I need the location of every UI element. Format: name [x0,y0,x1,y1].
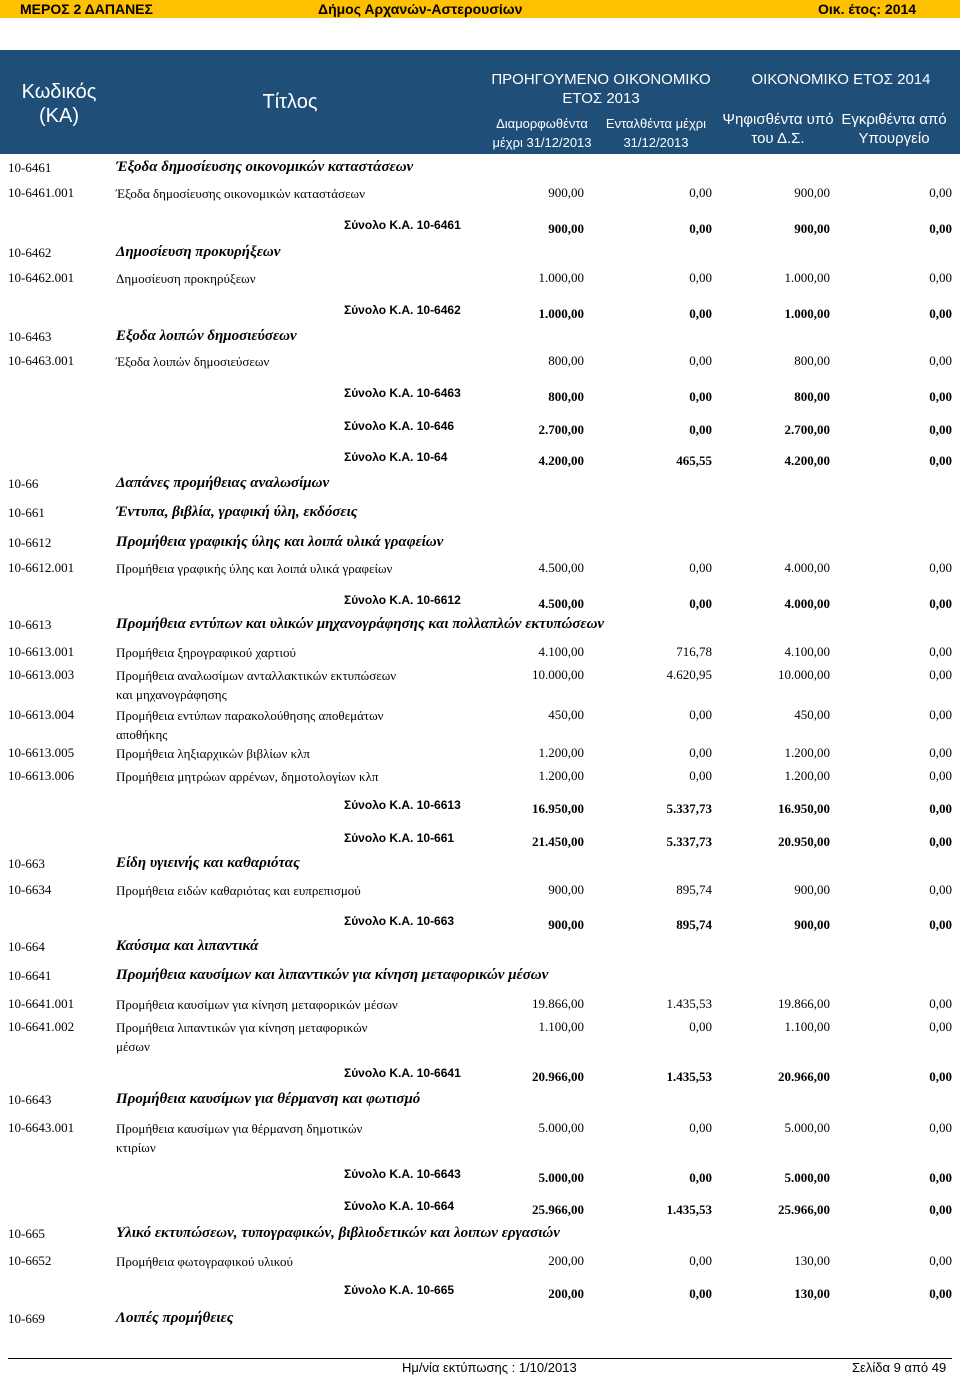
fiscal-year-label: Οικ. έτος: 2014 [818,1,917,17]
subtotal-value-col2: 0,00 [689,422,712,437]
item-title: Προμήθεια αναλωσίμων ανταλλακτικών εκτυπώσεων [116,668,397,683]
header-prev-year-line1: ΠΡΟΗΓΟΥΜΕΝΟ ΟΙΚΟΝΟΜΙΚΟ [491,71,711,88]
item-title: Δημοσίευση προκηρύξεων [116,271,256,286]
heading-title: Δαπάνες προμήθειας αναλωσίμων [116,475,330,491]
item-value-col4: 0,00 [929,560,952,575]
subtotal-value-col2: 0,00 [689,306,712,321]
item-code: 10-6613.006 [8,768,75,783]
item-value-col2: 0,00 [689,745,712,760]
subtotal-value-col4: 0,00 [929,453,952,468]
item-value-col3: 4.000,00 [784,560,830,575]
heading-title: Έξοδα δημοσίευσης οικονομικών καταστάσεων [116,159,414,175]
table-header [0,50,960,154]
item-value-col1: 19.866,00 [532,996,584,1011]
heading-code: 10-6643 [8,1092,52,1107]
item-title: Έξοδα δημοσίευσης οικονομικών καταστάσεων [116,186,365,201]
item-value-col1: 450,00 [548,707,584,722]
item-value-col2: 0,00 [689,185,712,200]
print-date: Ημ/νία εκτύπωσης : 1/10/2013 [402,1360,577,1375]
header-code-line2: (ΚΑ) [39,105,79,127]
subtotal-label: Σύνολο Κ.Α. 10-6641 [344,1066,461,1080]
subtotal-value-col1: 4.500,00 [538,596,584,611]
subtotal-label: Σύνολο Κ.Α. 10-64 [344,450,448,464]
subtotal-label: Σύνολο Κ.Α. 10-646 [344,419,455,433]
item-value-col4: 0,00 [929,1120,952,1135]
item-title: Προμήθεια μητρώων αρρένων, δημοτολογίων κλπ [116,769,379,784]
subtotal-label: Σύνολο Κ.Α. 10-6613 [344,798,461,812]
subtotal-value-col3: 2.700,00 [784,422,830,437]
subtotal-value-col4: 0,00 [929,834,952,849]
item-title: Προμήθεια καυσίμων για κίνηση μεταφορικών μέσων [116,997,398,1012]
subtotal-value-col2: 1.435,53 [666,1069,712,1084]
item-title: Προμήθεια εντύπων παρακολούθησης αποθεμάτων [116,708,384,723]
header-prev-year [476,70,726,108]
heading-title: Υλικό εκτυπώσεων, τυπογραφικών, βιβλιοδετικών και λοιπων εργασιών [116,1225,560,1241]
item-title-line2: αποθήκης [116,727,168,742]
item-code: 10-6613.005 [8,745,75,760]
subtotal-value-col2: 5.337,73 [666,801,712,816]
heading-title: Προμήθεια γραφικής ύλης και λοιπά υλικά γραφείων [116,534,444,550]
subtotal-value-col1: 900,00 [548,917,584,932]
subtotal-value-col2: 895,74 [676,917,712,932]
item-value-col3: 19.866,00 [778,996,830,1011]
subtotal-value-col2: 0,00 [689,1170,712,1185]
subtotal-value-col3: 20.950,00 [778,834,830,849]
item-code: 10-6461.001 [8,185,75,200]
header-approved-line1: Εγκριθέντα από [841,111,947,128]
header-ordered-line2: 31/12/2013 [623,135,689,150]
item-title: Προμήθεια ειδών καθαριότας και ευπρεπισμού [116,883,361,898]
section-label: ΜΕΡΟΣ 2 ΔΑΠΑΝΕΣ [20,1,153,17]
item-code: 10-6613.001 [8,644,75,659]
item-code: 10-6643.001 [8,1120,75,1135]
subtotal-value-col3: 900,00 [794,221,830,236]
subtotal-value-col1: 900,00 [548,221,584,236]
item-value-col2: 0,00 [689,353,712,368]
heading-code: 10-6462 [8,245,52,260]
item-value-col3: 450,00 [794,707,830,722]
heading-code: 10-66 [8,476,39,491]
item-title-line2: και μηχανογράφησης [116,687,227,702]
item-value-col3: 1.200,00 [784,768,830,783]
item-title: Προμήθεια λιπαντικών για κίνηση μεταφορικών [116,1020,368,1035]
subtotal-label: Σύνολο Κ.Α. 10-661 [344,831,455,845]
item-code: 10-6652 [8,1253,52,1268]
item-value-col3: 10.000,00 [778,667,830,682]
subtotal-label: Σύνολο Κ.Α. 10-6461 [344,218,461,232]
subtotal-value-col4: 0,00 [929,596,952,611]
item-code: 10-6613.004 [8,707,75,722]
subtotal-value-col2: 1.435,53 [666,1202,712,1217]
subtotal-value-col2: 465,55 [676,453,712,468]
item-value-col3: 130,00 [794,1253,830,1268]
header-formed-line2: μέχρι 31/12/2013 [492,135,592,150]
subtotal-value-col3: 800,00 [794,389,830,404]
item-value-col2: 716,78 [676,644,712,659]
item-title-line2: μέσων [116,1039,150,1054]
item-value-col3: 900,00 [794,185,830,200]
subtotal-value-col2: 0,00 [689,389,712,404]
item-title: Προμήθεια ληξιαρχικών βιβλίων κλπ [116,746,310,761]
subtotal-value-col3: 20.966,00 [778,1069,830,1084]
subtotal-value-col3: 1.000,00 [784,306,830,321]
header-title: Τίτλος [262,91,318,113]
subtotal-label: Σύνολο Κ.Α. 10-6612 [344,593,461,607]
item-value-col1: 1.000,00 [538,270,584,285]
item-title: Προμήθεια ξηρογραφικού χαρτιού [116,645,296,660]
item-value-col3: 5.000,00 [784,1120,830,1135]
item-title: Έξοδα λοιπών δημοσιεύσεων [116,354,270,369]
item-value-col4: 0,00 [929,1019,952,1034]
subtotal-value-col4: 0,00 [929,422,952,437]
item-value-col4: 0,00 [929,667,952,682]
subtotal-label: Σύνολο Κ.Α. 10-6462 [344,303,461,317]
heading-title: Εξοδα λοιπών δημοσιεύσεων [116,328,297,344]
heading-title: Προμήθεια εντύπων και υλικών μηχανογράφησης και πολλαπλών εκτυπώσεων [116,616,605,632]
item-value-col4: 0,00 [929,745,952,760]
item-value-col2: 0,00 [689,1019,712,1034]
subtotal-value-col1: 800,00 [548,389,584,404]
heading-code: 10-6612 [8,535,52,550]
item-value-col2: 0,00 [689,1253,712,1268]
page-number: Σελίδα 9 από 49 [852,1360,947,1375]
heading-code: 10-6461 [8,160,52,175]
item-value-col3: 800,00 [794,353,830,368]
subtotal-value-col1: 2.700,00 [538,422,584,437]
subtotal-value-col1: 1.000,00 [538,306,584,321]
subtotal-value-col1: 5.000,00 [538,1170,584,1185]
item-value-col1: 1.100,00 [538,1019,584,1034]
subtotal-value-col1: 25.966,00 [532,1202,584,1217]
subtotal-label: Σύνολο Κ.Α. 10-665 [344,1283,455,1297]
item-title: Προμήθεια φωτογραφικού υλικού [116,1254,293,1269]
subtotal-value-col4: 0,00 [929,1170,952,1185]
subtotal-value-col1: 16.950,00 [532,801,584,816]
header-approved-line2: Υπουργείο [858,130,930,147]
item-value-col3: 1.000,00 [784,270,830,285]
item-value-col1: 4.500,00 [538,560,584,575]
subtotal-value-col4: 0,00 [929,389,952,404]
item-title: Προμήθεια γραφικής ύλης και λοιπά υλικά γραφείων [116,561,393,576]
item-title-line2: κτιρίων [116,1140,156,1155]
item-code: 10-6613.003 [8,667,75,682]
header-ordered [592,114,720,152]
item-value-col1: 800,00 [548,353,584,368]
item-value-col2: 0,00 [689,707,712,722]
heading-code: 10-6641 [8,968,52,983]
footer-divider [8,1358,952,1359]
subtotal-value-col4: 0,00 [929,1286,952,1301]
header-formed [478,114,606,152]
item-value-col2: 1.435,53 [666,996,712,1011]
subtotal-value-col1: 200,00 [548,1286,584,1301]
item-value-col1: 200,00 [548,1253,584,1268]
subtotal-label: Σύνολο Κ.Α. 10-664 [344,1199,455,1213]
item-value-col4: 0,00 [929,1253,952,1268]
header-voted-line2: του Δ.Σ. [751,130,805,147]
heading-code: 10-663 [8,856,45,871]
item-value-col4: 0,00 [929,353,952,368]
subtotal-label: Σύνολο Κ.Α. 10-6463 [344,386,461,400]
subtotal-value-col3: 5.000,00 [784,1170,830,1185]
item-value-col2: 0,00 [689,560,712,575]
subtotal-value-col3: 900,00 [794,917,830,932]
item-value-col1: 900,00 [548,882,584,897]
item-value-col3: 4.100,00 [784,644,830,659]
heading-title: Προμήθεια καυσίμων για θέρμανση και φωτισμό [116,1091,421,1107]
subtotal-value-col3: 16.950,00 [778,801,830,816]
subtotal-value-col4: 0,00 [929,917,952,932]
item-title: Προμήθεια καυσίμων για θέρμανση δημοτικών [116,1121,363,1136]
item-value-col4: 0,00 [929,270,952,285]
header-code [0,80,118,128]
subtotal-value-col1: 20.966,00 [532,1069,584,1084]
item-value-col2: 895,74 [676,882,712,897]
item-code: 10-6641.001 [8,996,75,1011]
item-value-col4: 0,00 [929,644,952,659]
heading-title: Καύσιμα και λιπαντικά [116,938,259,954]
subtotal-value-col4: 0,00 [929,221,952,236]
item-value-col3: 900,00 [794,882,830,897]
header-approved [830,110,958,148]
subtotal-value-col3: 4.200,00 [784,453,830,468]
item-value-col1: 4.100,00 [538,644,584,659]
municipality-label: Δήμος Αρχανών-Αστερουσίων [318,1,523,17]
item-value-col4: 0,00 [929,996,952,1011]
item-value-col1: 1.200,00 [538,745,584,760]
subtotal-value-col3: 130,00 [794,1286,830,1301]
subtotal-value-col4: 0,00 [929,306,952,321]
subtotal-value-col3: 4.000,00 [784,596,830,611]
item-value-col2: 4.620,95 [666,667,712,682]
heading-title: Είδη υγιεινής και καθαριότας [116,855,300,871]
header-cur-year: ΟΙΚΟΝΟΜΙΚΟ ΕΤΟΣ 2014 [751,71,931,88]
header-ordered-line1: Ενταλθέντα μέχρι [605,116,707,131]
item-value-col3: 1.100,00 [784,1019,830,1034]
subtotal-value-col3: 25.966,00 [778,1202,830,1217]
item-code: 10-6612.001 [8,560,75,575]
heading-title: Έντυπα, βιβλία, γραφική ύλη, εκδόσεις [116,504,358,520]
item-value-col4: 0,00 [929,185,952,200]
subtotal-value-col2: 0,00 [689,221,712,236]
item-code: 10-6462.001 [8,270,75,285]
subtotal-value-col1: 21.450,00 [532,834,584,849]
item-value-col3: 1.200,00 [784,745,830,760]
subtotal-value-col4: 0,00 [929,1069,952,1084]
item-value-col1: 900,00 [548,185,584,200]
heading-code: 10-664 [8,939,45,954]
top-bar [0,0,960,18]
subtotal-value-col2: 0,00 [689,596,712,611]
item-value-col1: 1.200,00 [538,768,584,783]
subtotal-label: Σύνολο Κ.Α. 10-6643 [344,1167,461,1181]
subtotal-value-col4: 0,00 [929,1202,952,1217]
heading-code: 10-669 [8,1311,45,1326]
heading-code: 10-661 [8,505,45,520]
subtotal-value-col2: 0,00 [689,1286,712,1301]
heading-title: Δημοσίευση προκυρήξεων [116,244,281,260]
heading-code: 10-6613 [8,617,52,632]
item-value-col2: 0,00 [689,1120,712,1135]
item-value-col4: 0,00 [929,882,952,897]
header-formed-line1: Διαμορφωθέντα [496,116,588,131]
subtotal-value-col1: 4.200,00 [538,453,584,468]
item-value-col1: 10.000,00 [532,667,584,682]
heading-title: Λοιπές προμήθειες [116,1310,234,1326]
item-value-col1: 5.000,00 [538,1120,584,1135]
item-value-col2: 0,00 [689,768,712,783]
subtotal-label: Σύνολο Κ.Α. 10-663 [344,914,455,928]
header-code-line1: Κωδικός [21,81,97,103]
heading-code: 10-6463 [8,329,52,344]
subtotal-value-col4: 0,00 [929,801,952,816]
heading-title: Προμήθεια καυσίμων και λιπαντικών για κίνηση μεταφορικών μέσων [116,967,549,983]
item-value-col4: 0,00 [929,768,952,783]
item-code: 10-6634 [8,882,52,897]
header-prev-year-line2: ΕΤΟΣ 2013 [562,90,640,107]
header-voted [714,110,842,148]
heading-code: 10-665 [8,1226,45,1241]
header-voted-line1: Ψηφισθέντα υπό [722,111,834,128]
subtotal-value-col2: 5.337,73 [666,834,712,849]
item-value-col4: 0,00 [929,707,952,722]
item-value-col2: 0,00 [689,270,712,285]
item-code: 10-6641.002 [8,1019,75,1034]
item-code: 10-6463.001 [8,353,75,368]
